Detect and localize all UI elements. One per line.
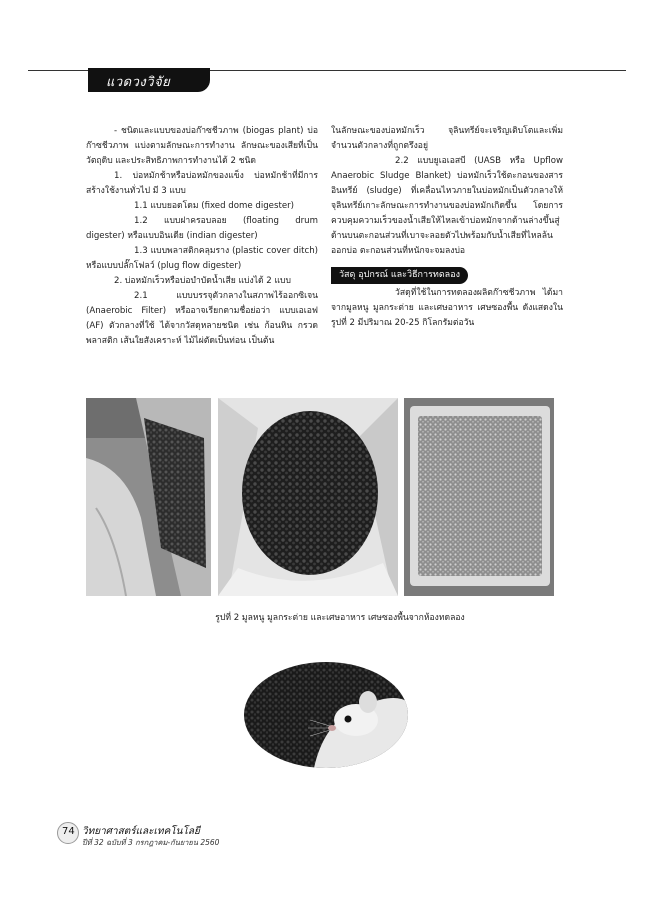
paragraph: 1.2 แบบฝาครอบลอย (floating drum digester) หรือแบบอินเดีย (indian digester) <box>86 216 318 241</box>
paragraph: ในลักษณะของบ่อหมักเร็ว จุลินทรีย์จะเจริญเติบโตและเพิ่มจำนวนตัวกลางที่ถูกตรึงอยู่ <box>331 126 563 151</box>
paragraph: 1. บ่อหมักช้าหรือบ่อหมักของแข็ง บ่อหมักช้าที่มีการสร้างใช้งานทั่วไป มี 3 แบบ <box>86 171 318 196</box>
methods-paragraph: วัสดุที่ใช้ในการทดลองผลิตก๊าซชีวภาพ ได้มาจากมูลหนู มูลกระต่าย และเศษอาหาร เศษซองพื้น ดังแสดงในรูปที่ 2 มีปริมาณ 20-25 กิโลกรัมต่อวัน <box>331 288 563 328</box>
issue-info: ปีที่ 32 ฉบับที่ 3 กรกฎาคม-กันยายน 2560 <box>82 838 220 847</box>
paragraph: 2.1 แบบบรรจุตัวกลางในสภาพไร้ออกซิเจน (Anaerobic Filter) หรืออาจเรียกตามชื่อย่อว่า แบบเอเอฟ (AF) ตัวกลางที่ใช้ ได้จากวัสดุหลายชนิด เช่น ก้อนหิน กรวด พลาสติก เส้นใยสังเคราะห์ ไม้ไผ่ตัดเป็นท่อน เป็นต้น <box>86 291 318 346</box>
right-column <box>331 124 563 331</box>
photo-mouse <box>244 662 408 768</box>
section-tab <box>88 68 210 92</box>
paragraph: - ชนิดและแบบของบ่อก๊าซชีวภาพ (biogas plant) บ่อก๊าซชีวภาพ แบ่งตามลักษณะการทำงาน ลักษณะของเสียที่เป็นวัตถุดิบ และประสิทธิภาพการทำงานได้ 2 ชนิด <box>86 126 318 166</box>
magazine-title: วิทยาศาสตร์และเทคโนโลยี <box>82 826 200 837</box>
figure-caption: รูปที่ 2 มูลหนู มูลกระต่าย และเศษอาหาร เศษซองพื้นจากห้องทดลอง <box>215 613 465 623</box>
right-paragraphs <box>331 124 563 259</box>
photo-bin-pellets <box>86 398 211 596</box>
section-label: แวดวงวิจัย <box>106 75 171 90</box>
paragraph: 1.1 แบบยอดโดม (fixed dome digester) <box>134 201 294 211</box>
photo-sack-pellets <box>218 398 398 596</box>
paragraph: 2.2 แบบยูเอเอสบี (UASB หรือ Upflow Anaerobic Sludge Blanket) บ่อหมักเร็วใช้ตะกอนของสารอินทรีย์ (sludge) ที่เคลื่อนไหวภายในบ่อหมักเป็นตัวกลางให้จุลินทรีย์เกาะลักษณะการทำงานของบ่อหมักเกิดขึ้น โดยการควบคุมความเร็วของน้ำเสียให้ไหลเข้าบ่อหมักจากด้านล่างขึ้นสู่ด้านบนตะกอนส่วนที่เบาจะลอยตัวไปพร้อมกับน้ำเสียที่ไหลล้นออกบ่อ ตะกอนส่วนที่หนักจะจมลงบ่อ <box>331 156 563 256</box>
methods-heading: วัสดุ อุปกรณ์ และวิธีการทดลอง <box>331 267 468 284</box>
paragraph: 1.3 แบบพลาสติกคลุมราง (plastic cover ditch) หรือแบบปลั๊กโฟลว์ (plug flow digester) <box>86 246 318 271</box>
page-number: 74 <box>62 826 75 837</box>
left-column <box>86 124 318 349</box>
paragraph: 2. บ่อหมักเร็วหรือบ่อบำบัดน้ำเสีย แบ่งได้ 2 แบบ <box>114 276 291 286</box>
photo-tray-scraps <box>404 398 554 596</box>
